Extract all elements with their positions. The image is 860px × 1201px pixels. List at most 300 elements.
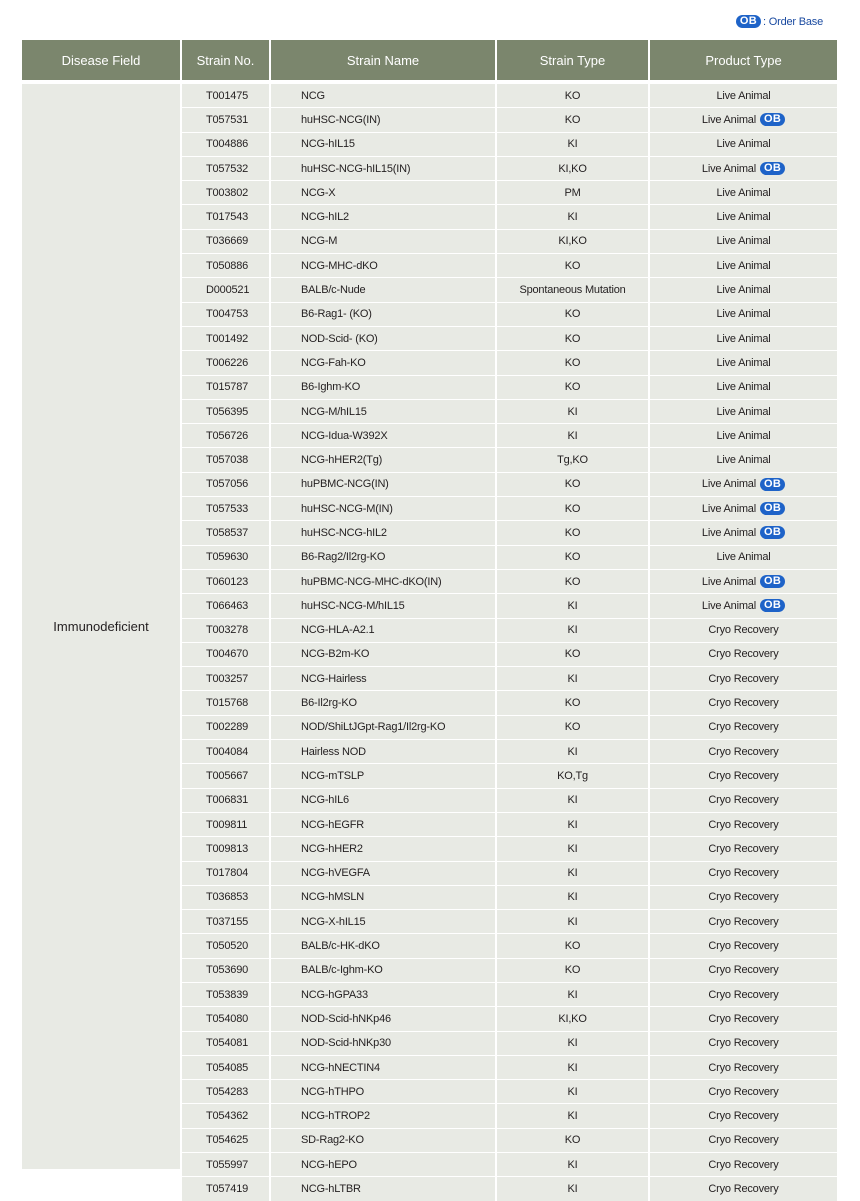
strain-name-cell-text: huHSC-NCG-M(IN) (301, 502, 393, 515)
strain-no-cell-text: T009813 (206, 842, 249, 855)
strain-type-cell (497, 230, 648, 253)
product-type-cell-text: Live Animal (716, 429, 771, 442)
strain-name-cell-text: NOD-Scid-hNKp30 (301, 1037, 391, 1050)
strain-type-cell (497, 181, 648, 204)
strain-name-cell (271, 910, 495, 933)
table-row (182, 84, 837, 107)
strain-no-cell (182, 1129, 269, 1152)
strain-no-cell (182, 716, 269, 739)
strain-no-cell (182, 813, 269, 836)
strain-name-cell (271, 230, 495, 253)
product-type-cell-text: Live Animal (716, 259, 771, 272)
ob-badge: OB (760, 526, 785, 539)
strain-name-cell (271, 1080, 495, 1103)
strain-type-cell-text: KO (564, 478, 581, 491)
strain-type-cell (497, 1104, 648, 1127)
product-type-cell-text: Cryo Recovery (708, 1158, 779, 1171)
strain-no-cell-text: T056726 (206, 429, 249, 442)
strain-name-cell (271, 497, 495, 520)
strain-type-cell (497, 959, 648, 982)
product-type-cell-text: Live Animal (716, 211, 771, 224)
product-type-cell (650, 934, 837, 957)
table-row (182, 618, 837, 642)
strain-type-cell-text: KI (567, 1158, 578, 1171)
product-type-cell (650, 1007, 837, 1030)
strain-name-cell-text: Hairless NOD (301, 745, 366, 758)
strain-type-cell (497, 327, 648, 350)
strain-name-cell-text: NCG-X (301, 186, 336, 199)
strain-no-cell (182, 959, 269, 982)
strain-name-cell-text: NCG-Idua-W392X (301, 429, 388, 442)
table-row (182, 569, 837, 593)
strain-no-cell (182, 521, 269, 544)
strain-name-cell-text: NCG-MHC-dKO (301, 259, 378, 272)
product-type-cell (650, 376, 837, 399)
product-type-cell-text: Cryo Recovery (708, 1012, 779, 1025)
strain-name-cell (271, 716, 495, 739)
product-type-cell-text: Cryo Recovery (708, 648, 779, 661)
product-type-cell (650, 691, 837, 714)
strain-type-cell-text: KO (564, 940, 581, 953)
strain-type-cell-text: KO (564, 113, 581, 126)
table-header (22, 40, 837, 80)
strain-name-cell (271, 1129, 495, 1152)
table-row (182, 715, 837, 739)
strain-no-cell-text: T066463 (206, 599, 249, 612)
strain-no-cell-text: T054085 (206, 1061, 249, 1074)
strain-type-cell (497, 837, 648, 860)
strain-type-cell (497, 1129, 648, 1152)
product-type-cell (650, 1129, 837, 1152)
strain-type-cell (497, 1080, 648, 1103)
table-row (182, 472, 837, 496)
strain-name-cell-text: B6-Rag1- (KO) (301, 308, 372, 321)
table-row (182, 375, 837, 399)
strain-no-cell-text: T009811 (206, 818, 248, 831)
strain-name-cell-text: NCG-Hairless (301, 672, 367, 685)
table-row (182, 1176, 837, 1200)
header-strain-name: Strain Name (271, 40, 495, 80)
strain-name-cell-text: NCG-hLTBR (301, 1183, 361, 1195)
strain-name-cell-text: NCG-hNECTIN4 (301, 1061, 380, 1074)
product-type-cell (650, 619, 837, 642)
strain-no-cell-text: T057056 (206, 478, 249, 491)
strain-type-cell-text: KO (564, 332, 581, 345)
product-type-cell-text: Live Animal (701, 478, 756, 491)
ob-badge: OB (760, 113, 785, 126)
strain-no-cell (182, 1056, 269, 1079)
strain-name-cell (271, 108, 495, 131)
strain-type-cell-text: PM (564, 186, 581, 199)
strain-name-cell-text: NCG-Fah-KO (301, 356, 366, 369)
strain-type-cell-text: KI (567, 891, 578, 904)
strain-type-cell (497, 789, 648, 812)
strain-type-cell (497, 667, 648, 690)
product-type-cell-text: Live Animal (716, 454, 771, 467)
strain-type-cell-text: KI (567, 138, 578, 151)
strain-name-cell (271, 400, 495, 423)
strain-name-cell-text: NCG-M/hIL15 (301, 405, 367, 418)
strain-name-cell (271, 376, 495, 399)
table-row (182, 1103, 837, 1127)
strain-no-cell (182, 400, 269, 423)
strain-type-cell-text: KI (567, 429, 578, 442)
strain-no-cell-text: T003278 (206, 624, 249, 637)
strain-type-cell (497, 84, 648, 107)
product-type-cell-text: Cryo Recovery (708, 769, 779, 782)
product-type-cell (650, 351, 837, 374)
table-row (182, 812, 837, 836)
product-type-cell-text: Live Animal (701, 526, 756, 539)
ob-badge: OB (760, 478, 785, 491)
header-strain-type: Strain Type (497, 40, 648, 80)
product-type-cell (650, 594, 837, 617)
product-type-cell-text: Cryo Recovery (708, 1085, 779, 1098)
product-type-cell-text: Live Animal (716, 284, 771, 297)
table-row (182, 642, 837, 666)
strain-no-cell (182, 1007, 269, 1030)
table-row (182, 302, 837, 326)
strain-no-cell-text: T036669 (206, 235, 249, 248)
strain-no-cell-text: T057532 (206, 162, 249, 175)
strain-name-cell-text: NCG-hGPA33 (301, 988, 368, 1001)
product-type-cell (650, 303, 837, 326)
strain-name-cell (271, 837, 495, 860)
table-row (182, 204, 837, 228)
table-row (182, 447, 837, 471)
strain-no-cell-text: T015768 (206, 697, 249, 710)
product-type-cell (650, 910, 837, 933)
strain-name-cell-text: NCG-hHER2(Tg) (301, 454, 383, 467)
strain-type-cell-text: KI (567, 915, 578, 928)
strain-type-cell (497, 424, 648, 447)
strain-name-cell (271, 1056, 495, 1079)
strain-type-cell (497, 254, 648, 277)
table-row (182, 1079, 837, 1103)
strain-no-cell-text: T006831 (206, 794, 249, 807)
table-row (182, 788, 837, 812)
table-row (182, 982, 837, 1006)
strain-name-cell (271, 327, 495, 350)
strain-no-cell-text: T005667 (206, 769, 249, 782)
strain-no-cell-text: T001492 (206, 332, 249, 345)
product-type-cell-text: Cryo Recovery (708, 1183, 779, 1195)
product-type-cell-text: Live Animal (701, 599, 756, 612)
strain-type-cell-text: KI (567, 211, 578, 224)
product-type-cell (650, 1032, 837, 1055)
product-type-cell-text: Live Animal (716, 356, 771, 369)
strain-no-cell (182, 546, 269, 569)
product-type-cell (650, 133, 837, 156)
product-type-cell (650, 84, 837, 107)
strain-type-cell (497, 934, 648, 957)
strain-name-cell-text: NOD-Scid- (KO) (301, 332, 378, 345)
strain-type-cell (497, 983, 648, 1006)
strain-name-cell (271, 643, 495, 666)
strain-no-cell (182, 764, 269, 787)
product-type-cell-text: Cryo Recovery (708, 1061, 779, 1074)
strain-name-cell (271, 959, 495, 982)
product-type-cell (650, 740, 837, 763)
strain-name-cell-text: NCG-hTROP2 (301, 1110, 370, 1123)
strain-type-cell-text: KI (567, 672, 578, 685)
table-row (182, 253, 837, 277)
strain-type-cell (497, 351, 648, 374)
strain-name-cell (271, 594, 495, 617)
product-type-cell-text: Cryo Recovery (708, 721, 779, 734)
strain-name-cell (271, 521, 495, 544)
strain-type-cell (497, 157, 648, 180)
strain-name-cell-text: NCG-hTHPO (301, 1085, 364, 1098)
strain-type-cell-text: KI,KO (558, 162, 587, 175)
strain-no-cell (182, 837, 269, 860)
table-row (182, 763, 837, 787)
strain-no-cell (182, 424, 269, 447)
table-row (182, 885, 837, 909)
product-type-cell-text: Live Animal (716, 89, 771, 102)
strain-no-cell (182, 862, 269, 885)
table-row (182, 1006, 837, 1030)
strain-no-cell (182, 1104, 269, 1127)
table-row (182, 277, 837, 301)
strain-type-cell-text: KI (567, 405, 578, 418)
product-type-cell (650, 521, 837, 544)
strain-name-cell (271, 84, 495, 107)
strain-name-cell-text: NCG-hEPO (301, 1158, 357, 1171)
strain-type-cell-text: KO (564, 551, 581, 564)
strain-no-cell (182, 1177, 269, 1200)
strain-name-cell (271, 205, 495, 228)
strain-type-cell (497, 740, 648, 763)
strain-no-cell-text: T017543 (206, 211, 249, 224)
strain-type-cell (497, 570, 648, 593)
strain-no-cell (182, 473, 269, 496)
table-row (182, 350, 837, 374)
strain-no-cell (182, 205, 269, 228)
strain-name-cell (271, 570, 495, 593)
strain-no-cell (182, 1080, 269, 1103)
strain-type-cell-text: KI (567, 745, 578, 758)
product-type-cell (650, 108, 837, 131)
strain-no-cell-text: T015787 (206, 381, 249, 394)
product-type-cell (650, 400, 837, 423)
strain-no-cell-text: T050886 (206, 259, 249, 272)
strain-no-cell-text: T004084 (206, 745, 249, 758)
strain-no-cell-text: T053690 (206, 964, 249, 977)
strain-name-cell-text: NCG (301, 89, 325, 102)
strain-type-cell-text: KO (564, 526, 581, 539)
product-type-cell (650, 205, 837, 228)
table-row (182, 593, 837, 617)
product-type-cell (650, 424, 837, 447)
strain-type-cell (497, 1177, 648, 1200)
strain-no-cell-text: T004670 (206, 648, 249, 661)
product-type-cell (650, 862, 837, 885)
strain-no-cell (182, 1032, 269, 1055)
product-type-cell-text: Cryo Recovery (708, 1110, 779, 1123)
product-type-cell (650, 886, 837, 909)
product-type-cell (650, 157, 837, 180)
strain-no-cell-text: T002289 (206, 721, 249, 734)
strain-type-cell-text: KI (567, 599, 578, 612)
strain-name-cell-text: NCG-mTSLP (301, 769, 364, 782)
product-type-cell-text: Live Animal (701, 113, 756, 126)
strain-no-cell (182, 278, 269, 301)
product-type-cell-text: Live Animal (716, 405, 771, 418)
strain-no-cell (182, 133, 269, 156)
strain-type-cell-text: KO (564, 721, 581, 734)
product-type-cell-text: Cryo Recovery (708, 745, 779, 758)
strain-no-cell-text: T054362 (206, 1110, 249, 1123)
strain-type-cell-text: KI (567, 867, 578, 880)
product-type-cell-text: Cryo Recovery (708, 988, 779, 1001)
strain-type-cell (497, 205, 648, 228)
strain-name-cell-text: huPBMC-NCG-MHC-dKO(IN) (301, 575, 442, 588)
table-row (182, 326, 837, 350)
strain-no-cell (182, 157, 269, 180)
strain-no-cell (182, 740, 269, 763)
product-type-cell (650, 1080, 837, 1103)
strain-type-cell-text: KI (567, 988, 578, 1001)
product-type-cell-text: Cryo Recovery (708, 1037, 779, 1050)
product-type-cell (650, 181, 837, 204)
legend-text: : Order Base (763, 15, 823, 28)
strain-no-cell-text: T037155 (206, 915, 249, 928)
strain-type-cell-text: KI (567, 794, 578, 807)
strain-name-cell (271, 473, 495, 496)
strain-no-cell-text: T006226 (206, 356, 249, 369)
strain-type-cell (497, 133, 648, 156)
ob-badge: OB (736, 15, 761, 28)
strain-name-cell (271, 813, 495, 836)
strain-name-cell (271, 740, 495, 763)
product-type-cell (650, 983, 837, 1006)
strain-no-cell-text: T054080 (206, 1012, 249, 1025)
strain-type-cell-text: KO (564, 308, 581, 321)
strain-type-cell-text: KO (564, 259, 581, 272)
strain-type-cell (497, 910, 648, 933)
table-row (182, 690, 837, 714)
strain-type-cell (497, 521, 648, 544)
strain-name-cell (271, 764, 495, 787)
strain-type-cell (497, 1032, 648, 1055)
strain-no-cell-text: T003802 (206, 186, 249, 199)
strain-name-cell (271, 667, 495, 690)
table-row (182, 1055, 837, 1079)
strain-name-cell (271, 1032, 495, 1055)
strain-type-cell-text: KI (567, 1061, 578, 1074)
table-row (182, 909, 837, 933)
strain-name-cell-text: SD-Rag2-KO (301, 1134, 364, 1147)
product-type-cell-text: Live Animal (716, 138, 771, 151)
ob-badge: OB (760, 599, 785, 612)
ob-badge: OB (760, 575, 785, 588)
strain-type-cell-text: KO (564, 89, 581, 102)
strain-name-cell-text: huHSC-NCG(IN) (301, 113, 381, 126)
product-type-cell (650, 789, 837, 812)
strain-name-cell (271, 789, 495, 812)
header-strain-no: Strain No. (182, 40, 269, 80)
product-type-cell (650, 643, 837, 666)
product-type-cell (650, 813, 837, 836)
strain-type-cell-text: KI (567, 842, 578, 855)
product-type-cell-text: Live Animal (716, 381, 771, 394)
strain-name-cell (271, 303, 495, 326)
strain-name-cell (271, 1177, 495, 1200)
strain-name-cell-text: NCG-hIL2 (301, 211, 349, 224)
product-type-cell-text: Live Animal (701, 162, 756, 175)
strain-name-cell-text: NCG-hIL15 (301, 138, 355, 151)
strain-type-cell (497, 546, 648, 569)
table-row (182, 836, 837, 860)
product-type-cell-text: Cryo Recovery (708, 624, 779, 637)
strain-no-cell (182, 594, 269, 617)
strain-type-cell-text: KO (564, 356, 581, 369)
strain-no-cell (182, 254, 269, 277)
strain-name-cell (271, 351, 495, 374)
strain-name-cell-text: BALB/c-Nude (301, 284, 366, 297)
strain-name-cell (271, 934, 495, 957)
strain-no-cell-text: T054081 (206, 1037, 249, 1050)
strain-name-cell (271, 1007, 495, 1030)
strain-no-cell (182, 303, 269, 326)
table-row (182, 107, 837, 131)
strain-type-cell-text: Tg,KO (557, 454, 588, 467)
strain-name-cell-text: huHSC-NCG-hIL15(IN) (301, 162, 411, 175)
strain-type-cell-text: KI (567, 1110, 578, 1123)
table-row (182, 1152, 837, 1176)
strain-no-cell (182, 108, 269, 131)
strain-no-cell-text: T054283 (206, 1085, 249, 1098)
table-row (182, 399, 837, 423)
strain-no-cell (182, 886, 269, 909)
strain-name-cell-text: B6-Rag2/Il2rg-KO (301, 551, 386, 564)
strain-type-cell (497, 473, 648, 496)
strain-no-cell-text: T057531 (206, 113, 249, 126)
product-type-cell-text: Live Animal (716, 332, 771, 345)
strain-no-cell (182, 983, 269, 1006)
strain-no-cell (182, 351, 269, 374)
ob-badge: OB (760, 162, 785, 175)
strain-type-cell (497, 594, 648, 617)
strain-name-cell (271, 133, 495, 156)
strain-no-cell (182, 910, 269, 933)
product-type-cell (650, 473, 837, 496)
product-type-cell-text: Cryo Recovery (708, 891, 779, 904)
product-type-cell-text: Cryo Recovery (708, 818, 779, 831)
strain-no-cell-text: T036853 (206, 891, 249, 904)
product-type-cell-text: Cryo Recovery (708, 1134, 779, 1147)
table-body (182, 84, 837, 1195)
product-type-cell (650, 716, 837, 739)
strain-no-cell (182, 1153, 269, 1176)
strain-type-cell (497, 643, 648, 666)
strain-name-cell-text: NCG-hEGFR (301, 818, 364, 831)
strain-table (22, 84, 837, 1195)
product-type-cell-text: Cryo Recovery (708, 794, 779, 807)
table-row (182, 739, 837, 763)
header-disease-field: Disease Field (22, 40, 180, 80)
strain-no-cell-text: T059630 (206, 551, 249, 564)
strain-name-cell (271, 691, 495, 714)
order-base-legend (736, 15, 823, 28)
table-row (182, 861, 837, 885)
strain-name-cell (271, 546, 495, 569)
table-row (182, 156, 837, 180)
strain-no-cell (182, 448, 269, 471)
product-type-cell-text: Cryo Recovery (708, 940, 779, 953)
strain-type-cell-text: KI (567, 624, 578, 637)
